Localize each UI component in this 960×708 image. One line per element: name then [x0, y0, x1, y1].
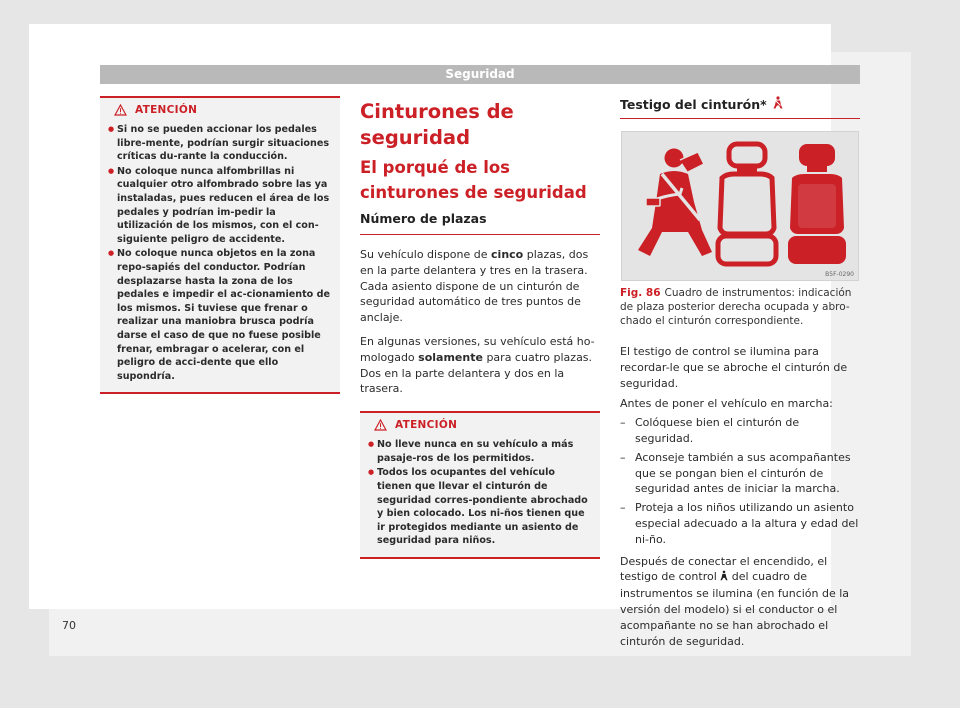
list-item: – Proteja a los niños utilizando un asiento especial adecuado a la altura y edad del ni-ño.	[620, 500, 860, 547]
chapter-subtitle: El porqué de los cinturones de seguridad	[360, 158, 587, 202]
warning-item: ● Si no se pueden accionar los pedales libre-mente, podrían surgir situaciones críticas du-rante la conducción.	[110, 123, 332, 164]
warning-title-text: ATENCIÓN	[135, 104, 198, 116]
warning-item: ● No lleve nunca en su vehículo a más pasaje-ros de los permitidos.	[370, 438, 592, 465]
warning-title-text: ATENCIÓN	[395, 419, 458, 432]
page-header: Seguridad	[100, 65, 860, 84]
paragraph-before-driving: Antes de poner el vehículo en marcha:	[620, 397, 833, 411]
text: Después de conectar el encendido, el testigo de control	[620, 554, 828, 584]
caption-text: Cuadro de instrumentos: indicación de plaza posterior derecha ocupada y abro-chado el cinturón correspondiente.	[620, 287, 852, 327]
warning-triangle-icon	[374, 419, 388, 431]
figure-caption	[620, 286, 860, 328]
seatbelt-warning-icon	[773, 96, 783, 114]
warning-title	[370, 419, 592, 431]
warning-triangle-icon	[114, 104, 128, 116]
figure-code: B5F-0290	[825, 271, 854, 278]
text: En algunas versiones, su vehículo está ho-mologado	[360, 334, 595, 364]
seatbelt-person-icon	[638, 149, 712, 257]
paragraph-seats	[360, 247, 600, 326]
section-title-text: Testigo del cinturón*	[620, 97, 767, 112]
bold-text: solamente	[418, 350, 483, 364]
warning-item: ● No coloque nunca objetos en la zona repo-sapiés del conductor. Podrían desplazarse hasta la zona de los pedales e impedir el ac-cionamiento de los mismos. Si tuviese que frenar o realizar una maniobra brusca podría darse el caso de que no fuese posible frenar, embragar o acelerar, con el peligro de acci-dente que ello supondría.	[110, 247, 332, 383]
text: del cuadro de instrumentos se ilumina (en función de la versión del modelo) si el conductor o el acompañante no se han abrochado el cinturón de seguridad.	[620, 570, 850, 648]
warning-title	[110, 104, 332, 116]
text: Su vehículo dispone de	[360, 248, 492, 261]
paragraph-ignition	[620, 554, 860, 650]
seat-belt-indicator-illustration	[622, 132, 858, 280]
warning-box-passengers	[360, 411, 600, 559]
section-title: Número de plazas	[360, 210, 600, 235]
bold-text: cinco	[491, 248, 524, 261]
warning-item: ● No coloque nunca alfombrillas ni cualquier otro alfombrado sobre las ya instaladas, pues reducen el área de los pedales y podrían im-pedir la utilización de los mismos, con el con-siguiente peligro de accidente.	[110, 165, 332, 247]
chapter-title: Cinturones de seguridad	[360, 100, 514, 149]
text: para cuatro plazas. Dos en la parte delantera y dos en la trasera.	[360, 350, 593, 396]
text: plazas, dos en la parte delantera y tres en la trasera. Cada asiento dispone de un cinturón de seguridad automático de tres puntos de anclaje.	[360, 248, 589, 325]
rear-seat-left-icon	[718, 144, 776, 264]
page-number: 70	[62, 619, 76, 632]
paragraph-indicator: El testigo de control se ilumina para recordar-le que se abroche el cinturón de seguridad.	[620, 345, 848, 390]
middle-column	[360, 96, 600, 559]
figure-label: Fig. 86	[620, 287, 661, 299]
left-column	[100, 96, 340, 394]
warning-item: ● Todos los ocupantes del vehículo tienen que llevar el cinturón de seguridad corres-pondiente abrochado y bien colocado. Los ni-ños tienen que ir protegidos mediante un asiento de seguridad para niños.	[370, 466, 592, 548]
list-item: – Colóquese bien el cinturón de seguridad.	[620, 415, 860, 447]
list-item: – Aconseje también a sus acompañantes que se pongan bien el cinturón de seguridad antes de iniciar la marcha.	[620, 450, 860, 497]
paragraph-homologation	[360, 334, 600, 397]
warning-box-pedals	[100, 96, 340, 394]
rear-seat-right-icon	[788, 144, 846, 264]
figure-instrument-cluster	[621, 131, 859, 281]
right-column	[620, 96, 860, 649]
section-title-belt-warning	[620, 96, 860, 119]
